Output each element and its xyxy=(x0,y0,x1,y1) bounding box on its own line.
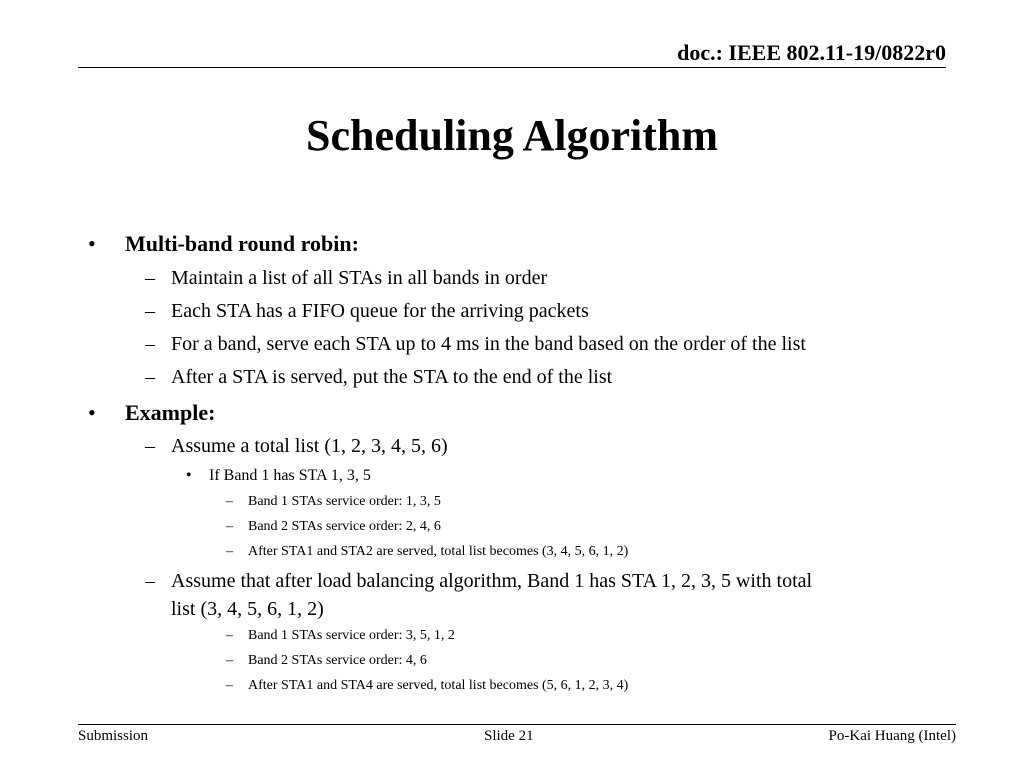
list-item: Band 1 STAs service order: 1, 3, 5 xyxy=(248,494,441,509)
dash-marker: – xyxy=(226,544,233,559)
dash-marker: – xyxy=(226,519,233,534)
bullet-example: Example: xyxy=(125,400,216,425)
list-item: Assume a total list (1, 2, 3, 4, 5, 6) xyxy=(171,435,448,457)
list-item: Band 2 STAs service order: 4, 6 xyxy=(248,653,427,668)
document-id: doc.: IEEE 802.11-19/0822r0 xyxy=(677,40,946,65)
slide-number: Slide 21 xyxy=(484,728,534,744)
list-item: If Band 1 has STA 1, 3, 5 xyxy=(209,467,371,484)
bullet-marker: • xyxy=(88,400,96,425)
list-item-continuation: list (3, 4, 5, 6, 1, 2) xyxy=(171,598,324,620)
list-item: After STA1 and STA4 are served, total list becomes (5, 6, 1, 2, 3, 4) xyxy=(248,678,629,693)
dash-marker: – xyxy=(145,435,155,457)
bullet-marker: • xyxy=(88,231,96,256)
bullet-multiband-round-robin: Multi-band round robin: xyxy=(125,231,359,256)
footer-divider xyxy=(78,724,956,725)
dash-marker: – xyxy=(226,678,233,693)
dash-marker: – xyxy=(145,300,155,322)
dash-marker: – xyxy=(226,628,233,643)
dash-marker: – xyxy=(145,267,155,289)
list-item: Each STA has a FIFO queue for the arriving packets xyxy=(171,300,589,322)
list-item: Maintain a list of all STAs in all bands in order xyxy=(171,267,548,289)
slide-title: Scheduling Algorithm xyxy=(306,111,718,160)
dash-marker: – xyxy=(226,494,233,509)
list-item: For a band, serve each STA up to 4 ms in the band based on the order of the list xyxy=(171,333,806,355)
dash-marker: – xyxy=(145,366,155,388)
footer-submission: Submission xyxy=(78,728,149,744)
dash-marker: – xyxy=(145,333,155,355)
list-item: After a STA is served, put the STA to the end of the list xyxy=(171,366,613,388)
list-item: Band 2 STAs service order: 2, 4, 6 xyxy=(248,519,441,534)
list-item: After STA1 and STA2 are served, total list becomes (3, 4, 5, 6, 1, 2) xyxy=(248,544,629,559)
footer-author: Po-Kai Huang (Intel) xyxy=(828,728,956,744)
dash-marker: – xyxy=(145,570,155,592)
list-item: Assume that after load balancing algorithm, Band 1 has STA 1, 2, 3, 5 with total xyxy=(171,570,813,592)
list-item: Band 1 STAs service order: 3, 5, 1, 2 xyxy=(248,628,455,643)
bullet-marker: • xyxy=(186,467,192,484)
dash-marker: – xyxy=(226,653,233,668)
